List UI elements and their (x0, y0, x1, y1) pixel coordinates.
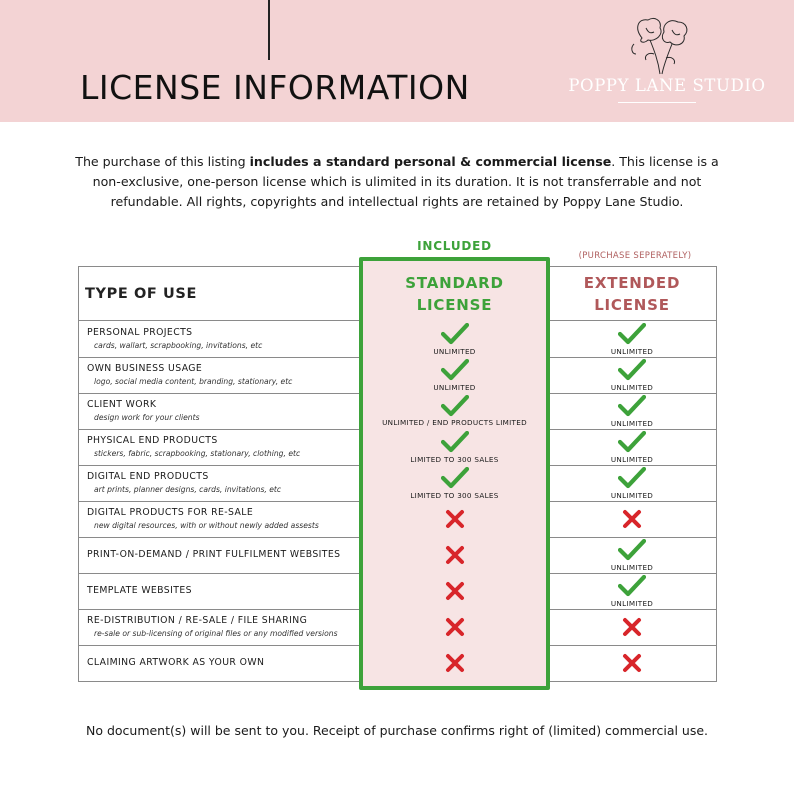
footer-note: No document(s) will be sent to you. Receipt of purchase confirms right of (limited) commercial use. (85, 723, 709, 738)
use-type-title: PRINT-ON-DEMAND / PRINT FULFILMENT WEBSITES (87, 549, 341, 560)
extended-license-cell (552, 393, 712, 429)
check-icon (441, 467, 469, 489)
cross-icon (445, 581, 465, 601)
extended-license-cell (552, 465, 712, 501)
intro-text-after: . This license is a non-exclusive, one-person license which is ulimited in its duration. It is not transferrable and not refundable. All rights, copyrights and intellectual rights are retained by Poppy Lane Studio. (92, 154, 719, 209)
cross-icon (445, 653, 465, 673)
use-type-description: new digital resources, with or without newly added assests (94, 521, 319, 530)
standard-license-note: LIMITED TO 300 SALES (410, 491, 499, 500)
standard-header-line1: STANDARD (405, 274, 504, 292)
header-vertical-rule (268, 0, 270, 60)
table-row (78, 429, 717, 465)
check-icon (441, 359, 469, 381)
use-type-title: DIGITAL END PRODUCTS (87, 471, 209, 482)
use-type-title: TEMPLATE WEBSITES (87, 585, 192, 596)
standard-license-cell (363, 393, 546, 429)
use-type-description: cards, wallart, scrapbooking, invitations, etc (94, 341, 263, 350)
included-label: INCLUDED (417, 239, 492, 253)
cross-icon (445, 509, 465, 529)
table-row (78, 537, 717, 573)
use-type-description: logo, social media content, branding, stationary, etc (94, 377, 293, 386)
cross-icon (622, 509, 642, 529)
intro-text-before: The purchase of this listing (75, 154, 250, 169)
brand-name: POPPY LANE STUDIO (568, 76, 766, 95)
intro-text-bold: includes a standard personal & commercial license (249, 154, 612, 169)
table-row (78, 465, 717, 501)
use-type-title: PERSONAL PROJECTS (87, 327, 193, 338)
standard-license-cell (363, 609, 546, 645)
cross-icon (445, 545, 465, 565)
page-title: LICENSE INFORMATION (80, 68, 470, 107)
cross-icon (445, 617, 465, 637)
check-icon (618, 359, 646, 381)
standard-license-note: UNLIMITED / END PRODUCTS LIMITED (382, 418, 527, 427)
check-icon (441, 323, 469, 345)
brand-underline (618, 102, 696, 103)
table-row (78, 393, 717, 429)
standard-license-note: LIMITED TO 300 SALES (410, 455, 499, 464)
standard-license-cell (363, 537, 546, 573)
extended-license-cell (552, 501, 712, 537)
standard-license-cell (363, 501, 546, 537)
standard-license-cell (363, 645, 546, 681)
check-icon (618, 323, 646, 345)
standard-license-note: UNLIMITED (433, 383, 476, 392)
use-type-title: CLIENT WORK (87, 399, 157, 410)
extended-license-note: UNLIMITED (610, 563, 654, 572)
standard-license-cell (363, 321, 546, 357)
extended-license-cell (552, 357, 712, 393)
use-type-description: stickers, fabric, scrapbooking, stationary, clothing, etc (94, 449, 301, 458)
table-row (78, 645, 717, 681)
extended-license-cell (552, 537, 712, 573)
intro-paragraph (70, 152, 724, 212)
table-row (78, 357, 717, 393)
cross-icon (622, 653, 642, 673)
standard-license-header (363, 272, 546, 316)
use-type-description: re-sale or sub-licensing of original files or any modified versions (94, 629, 338, 638)
header-banner (0, 0, 794, 122)
check-icon (618, 575, 646, 597)
extended-license-cell (552, 429, 712, 465)
extended-license-note: UNLIMITED (610, 599, 654, 608)
extended-license-note: UNLIMITED (610, 383, 654, 392)
extended-license-cell (552, 609, 712, 645)
check-icon (441, 431, 469, 453)
standard-license-cell (363, 465, 546, 501)
check-icon (618, 539, 646, 561)
cross-icon (622, 617, 642, 637)
use-type-title: RE-DISTRIBUTION / RE-SALE / FILE SHARING (87, 615, 308, 626)
check-icon (618, 467, 646, 489)
extended-license-header (552, 272, 712, 316)
check-icon (618, 395, 646, 417)
standard-license-cell (363, 357, 546, 393)
table-row (78, 321, 717, 357)
standard-license-cell (363, 573, 546, 609)
standard-header-line2: LICENSE (416, 296, 493, 314)
table-row (78, 609, 717, 645)
poppy-flower-icon (624, 14, 694, 76)
extended-license-note: UNLIMITED (610, 455, 654, 464)
table-row (78, 501, 717, 537)
use-type-title: PHYSICAL END PRODUCTS (87, 435, 218, 446)
use-type-title: DIGITAL PRODUCTS FOR RE-SALE (87, 507, 254, 518)
standard-license-note: UNLIMITED (433, 347, 476, 356)
brand-logo (562, 14, 772, 106)
use-type-description: design work for your clients (94, 413, 200, 422)
extended-license-note: UNLIMITED (610, 347, 654, 356)
check-icon (618, 431, 646, 453)
use-type-title: CLAIMING ARTWORK AS YOUR OWN (87, 657, 265, 668)
extended-license-note: UNLIMITED (610, 419, 654, 428)
purchase-separately-label: (PURCHASE SEPERATELY) (578, 251, 692, 261)
type-of-use-header: TYPE OF USE (85, 286, 197, 302)
extended-license-cell (552, 645, 712, 681)
use-type-description: art prints, planner designs, cards, invitations, etc (94, 485, 282, 494)
extended-license-cell (552, 573, 712, 609)
extended-license-cell (552, 321, 712, 357)
extended-header-line2: LICENSE (594, 296, 670, 314)
extended-license-note: UNLIMITED (610, 491, 654, 500)
table-row (78, 573, 717, 609)
use-type-title: OWN BUSINESS USAGE (87, 363, 203, 374)
extended-header-line1: EXTENDED (583, 274, 681, 292)
check-icon (441, 395, 469, 417)
standard-license-cell (363, 429, 546, 465)
